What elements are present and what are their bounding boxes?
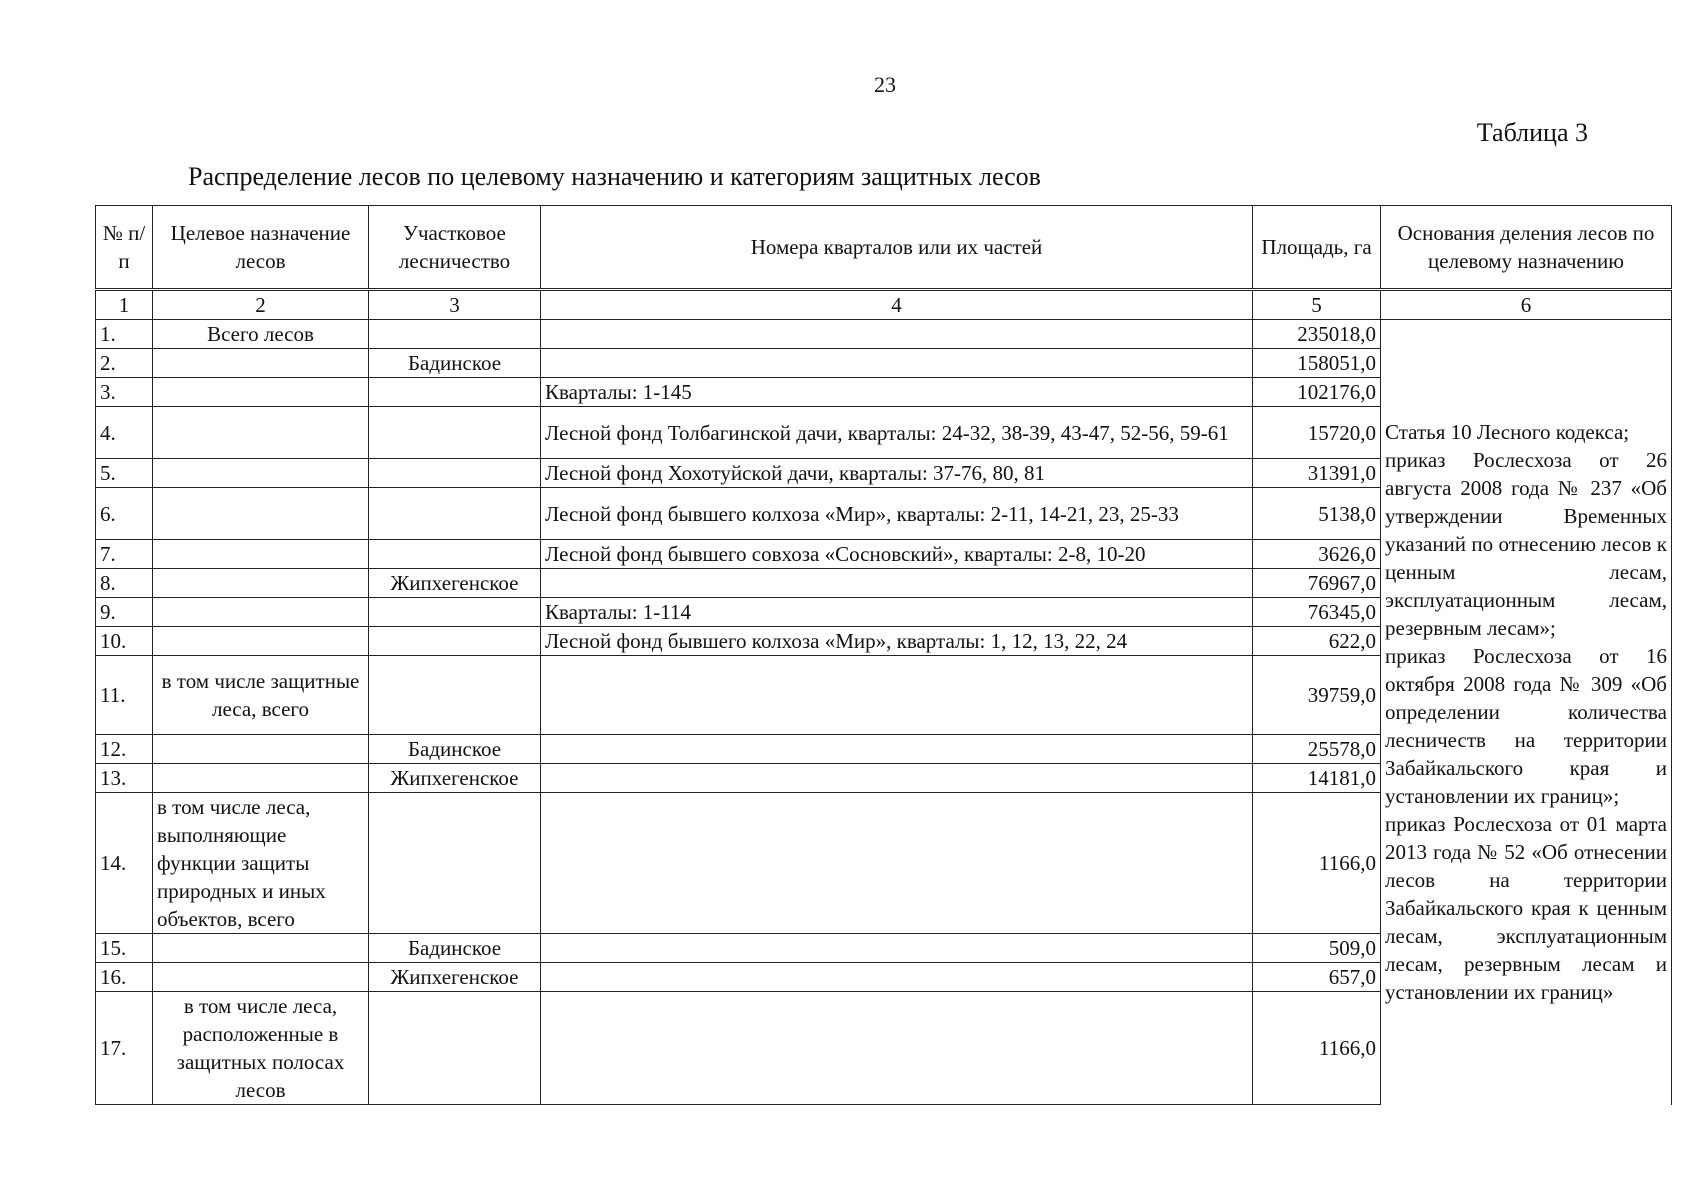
row-purpose: в том числе защитные леса, всего (153, 656, 369, 735)
row-purpose (153, 488, 369, 540)
row-forestry (369, 656, 541, 735)
row-quarters (541, 992, 1253, 1105)
row-area: 39759,0 (1253, 656, 1381, 735)
row-forestry (369, 992, 541, 1105)
row-number: 4. (96, 407, 153, 459)
row-quarters: Кварталы: 1-114 (541, 598, 1253, 627)
table-title: Распределение лесов по целевому назначению и категориям защитных лесов (188, 162, 1041, 191)
row-purpose: в том числе леса, выполняющие функции защиты природных и иных объектов, всего (153, 793, 369, 934)
row-number: 5. (96, 459, 153, 488)
row-quarters (541, 764, 1253, 793)
basis-paragraph: приказ Рослесхоза от 16 октября 2008 года № 309 «Об определении количества лесничеств на территории Забайкальского края и установлении их границ»; (1385, 644, 1667, 809)
row-forestry: Жипхегенское (369, 764, 541, 793)
row-purpose (153, 378, 369, 407)
header-area: Площадь, га (1253, 206, 1381, 290)
row-purpose (153, 598, 369, 627)
basis-paragraph: Статья 10 Лесного кодекса; (1385, 420, 1630, 445)
row-forestry (369, 488, 541, 540)
row-forestry: Бадинское (369, 934, 541, 963)
row-area: 622,0 (1253, 627, 1381, 656)
row-quarters: Кварталы: 1-145 (541, 378, 1253, 407)
row-area: 1166,0 (1253, 793, 1381, 934)
header-num: № п/п (96, 206, 153, 290)
row-number: 10. (96, 627, 153, 656)
row-purpose: в том числе леса, расположенные в защитных полосах лесов (153, 992, 369, 1105)
row-number: 7. (96, 540, 153, 569)
column-number-row (96, 290, 1672, 320)
row-area: 3626,0 (1253, 540, 1381, 569)
header-row (96, 206, 1672, 290)
row-area: 102176,0 (1253, 378, 1381, 407)
row-purpose (153, 764, 369, 793)
row-purpose (153, 569, 369, 598)
header-basis: Основания деления лесов по целевому назначению (1381, 206, 1672, 290)
basis-cell (1381, 320, 1672, 1105)
row-quarters (541, 569, 1253, 598)
row-area: 76345,0 (1253, 598, 1381, 627)
row-quarters: Лесной фонд Хохотуйской дачи, кварталы: 37-76, 80, 81 (541, 459, 1253, 488)
row-number: 11. (96, 656, 153, 735)
header-purpose: Целевое назначение лесов (153, 206, 369, 290)
column-number: 5 (1253, 290, 1381, 320)
row-area: 76967,0 (1253, 569, 1381, 598)
row-area: 1166,0 (1253, 992, 1381, 1105)
row-area: 5138,0 (1253, 488, 1381, 540)
row-quarters (541, 320, 1253, 349)
column-number: 6 (1381, 290, 1672, 320)
row-quarters (541, 349, 1253, 378)
column-number: 1 (96, 290, 153, 320)
row-quarters (541, 656, 1253, 735)
basis-paragraph: приказ Рослесхоза от 01 марта 2013 года № 52 «Об отнесении лесов на территории Забайкальского края к ценным лесам, эксплуатационным лесам, резервным лесам и установлении их границ» (1385, 812, 1667, 1005)
row-quarters: Лесной фонд бывшего колхоза «Мир», кварталы: 2-11, 14-21, 23, 25-33 (541, 488, 1253, 540)
row-area: 14181,0 (1253, 764, 1381, 793)
row-quarters: Лесной фонд бывшего колхоза «Мир», кварталы: 1, 12, 13, 22, 24 (541, 627, 1253, 656)
row-forestry (369, 598, 541, 627)
row-number: 3. (96, 378, 153, 407)
row-number: 2. (96, 349, 153, 378)
column-number: 4 (541, 290, 1253, 320)
page-number: 23 (874, 72, 896, 97)
column-number: 3 (369, 290, 541, 320)
row-purpose (153, 407, 369, 459)
row-area: 235018,0 (1253, 320, 1381, 349)
row-forestry (369, 320, 541, 349)
table-label: Таблица 3 (1476, 118, 1588, 147)
header-quarters: Номера кварталов или их частей (541, 206, 1253, 290)
row-purpose: Всего лесов (153, 320, 369, 349)
row-forestry (369, 407, 541, 459)
row-area: 158051,0 (1253, 349, 1381, 378)
table-row (96, 320, 1672, 349)
row-purpose (153, 540, 369, 569)
row-quarters (541, 793, 1253, 934)
row-area: 31391,0 (1253, 459, 1381, 488)
row-number: 13. (96, 764, 153, 793)
row-forestry: Жипхегенское (369, 963, 541, 992)
row-forestry: Бадинское (369, 349, 541, 378)
row-number: 1. (96, 320, 153, 349)
row-number: 16. (96, 963, 153, 992)
forest-distribution-table (95, 205, 1672, 1105)
row-purpose (153, 627, 369, 656)
row-number: 9. (96, 598, 153, 627)
row-forestry (369, 378, 541, 407)
row-number: 12. (96, 735, 153, 764)
row-forestry (369, 459, 541, 488)
row-forestry: Бадинское (369, 735, 541, 764)
row-quarters: Лесной фонд Толбагинской дачи, кварталы: 24-32, 38-39, 43-47, 52-56, 59-61 (541, 407, 1253, 459)
row-quarters (541, 735, 1253, 764)
column-number: 2 (153, 290, 369, 320)
row-forestry: Жипхегенское (369, 569, 541, 598)
row-purpose (153, 934, 369, 963)
row-area: 509,0 (1253, 934, 1381, 963)
row-area: 25578,0 (1253, 735, 1381, 764)
row-number: 6. (96, 488, 153, 540)
row-area: 15720,0 (1253, 407, 1381, 459)
row-quarters (541, 963, 1253, 992)
row-purpose (153, 349, 369, 378)
row-number: 8. (96, 569, 153, 598)
header-forestry: Участковое лесничество (369, 206, 541, 290)
row-quarters (541, 934, 1253, 963)
row-quarters: Лесной фонд бывшего совхоза «Сосновский», кварталы: 2-8, 10-20 (541, 540, 1253, 569)
row-purpose (153, 963, 369, 992)
row-forestry (369, 793, 541, 934)
row-number: 17. (96, 992, 153, 1105)
row-purpose (153, 735, 369, 764)
row-area: 657,0 (1253, 963, 1381, 992)
row-number: 14. (96, 793, 153, 934)
row-purpose (153, 459, 369, 488)
row-forestry (369, 540, 541, 569)
row-forestry (369, 627, 541, 656)
row-number: 15. (96, 934, 153, 963)
basis-paragraph: приказ Рослесхоза от 26 августа 2008 года № 237 «Об утверждении Временных указаний по отнесению лесов к ценным лесам, эксплуатационным лесам, резервным лесам»; (1385, 448, 1667, 641)
